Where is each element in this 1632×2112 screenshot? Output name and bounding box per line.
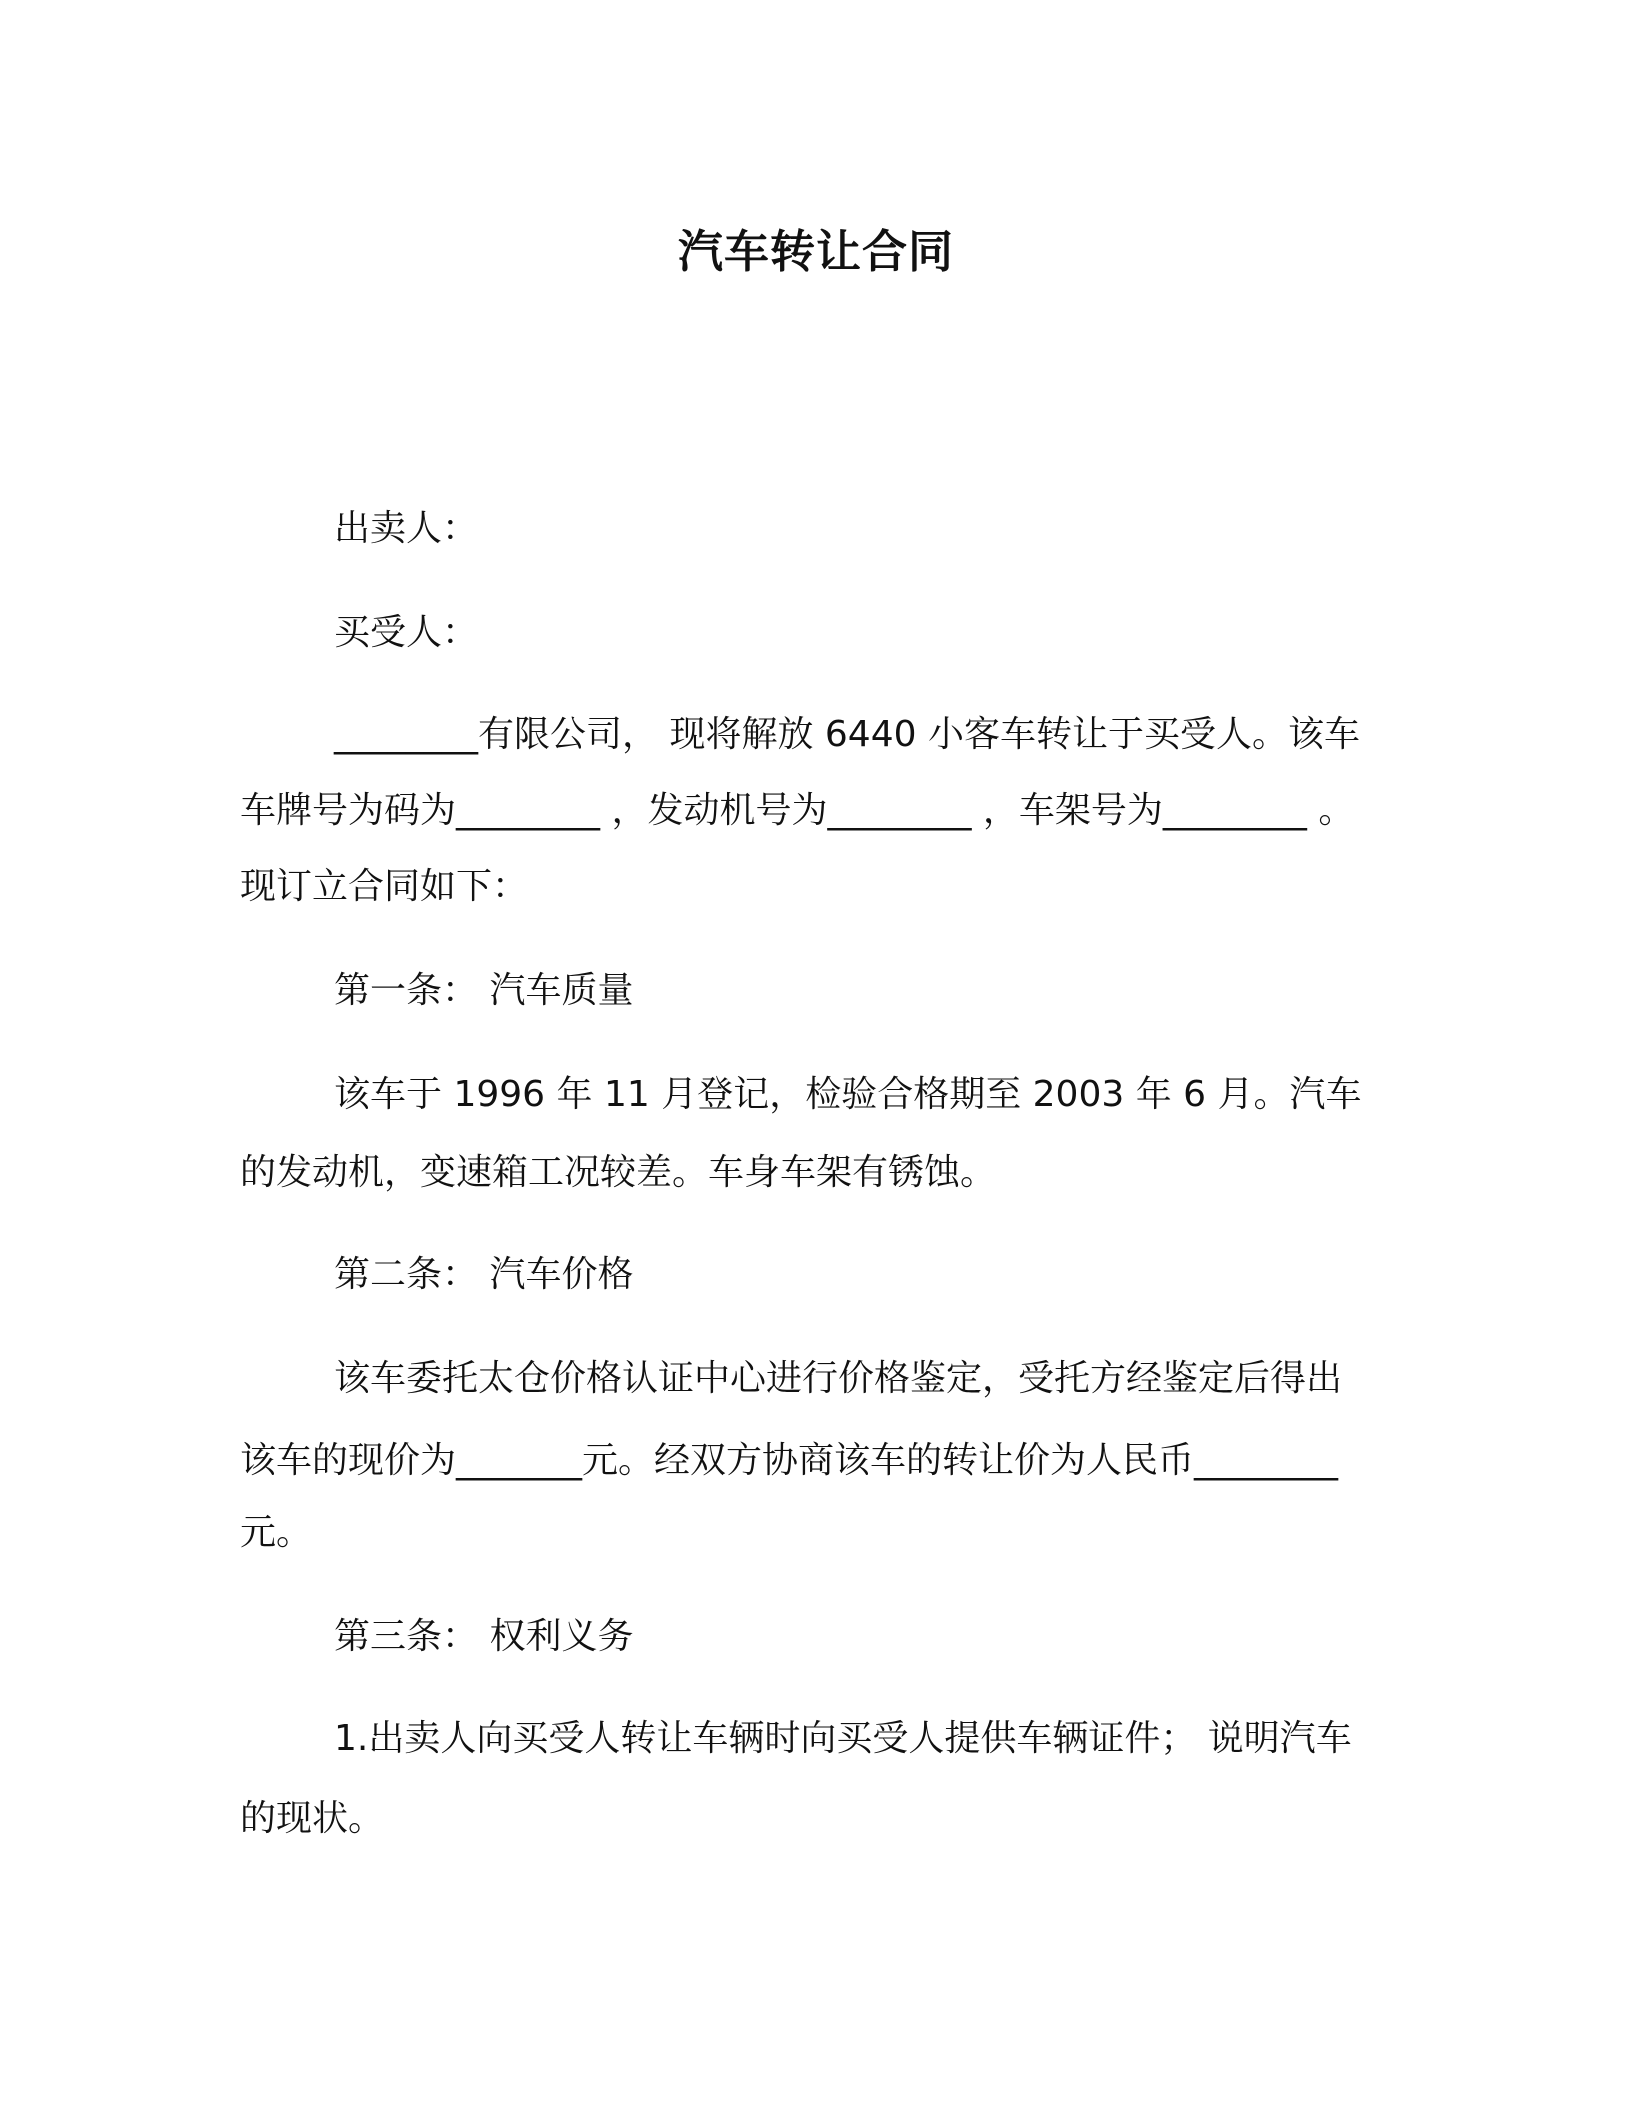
article-3-item-1-line-2: 的现状。 <box>240 1798 385 1839</box>
article-2-heading: 第二条： 汽车价格 <box>334 1254 634 1295</box>
article-2-line-1: 该车委托太仓价格认证中心进行价格鉴定，受托方经鉴定后得出 <box>334 1358 1343 1399</box>
document-title: 汽车转让合同 <box>677 225 954 278</box>
intro-line-2: 车牌号为码为________ ，发动机号为________ ，车架号为________ 。 <box>240 790 1355 831</box>
article-1-line-1: 该车于 1996 年 11 月登记，检验合格期至 2003 年 6 月。汽车 <box>334 1074 1362 1115</box>
intro-line-3: 现订立合同如下： <box>240 866 529 907</box>
article-2-line-2: 该车的现价为_______元。经双方协商该车的转让价为人民币________ <box>240 1440 1339 1481</box>
buyer-label: 买受人： <box>334 612 479 653</box>
seller-label: 出卖人： <box>334 508 479 549</box>
article-2-line-3: 元。 <box>240 1512 313 1553</box>
article-3-item-1-line-1: 1.出卖人向买受人转让车辆时向买受人提供车辆证件； 说明汽车 <box>334 1718 1352 1759</box>
article-3-heading: 第三条： 权利义务 <box>334 1616 634 1657</box>
article-1-heading: 第一条： 汽车质量 <box>334 970 634 1011</box>
intro-line-1: ________有限公司， 现将解放 6440 小客车转让于买受人。该车 <box>334 714 1360 755</box>
article-1-line-2: 的发动机，变速箱工况较差。车身车架有锈蚀。 <box>240 1152 997 1193</box>
